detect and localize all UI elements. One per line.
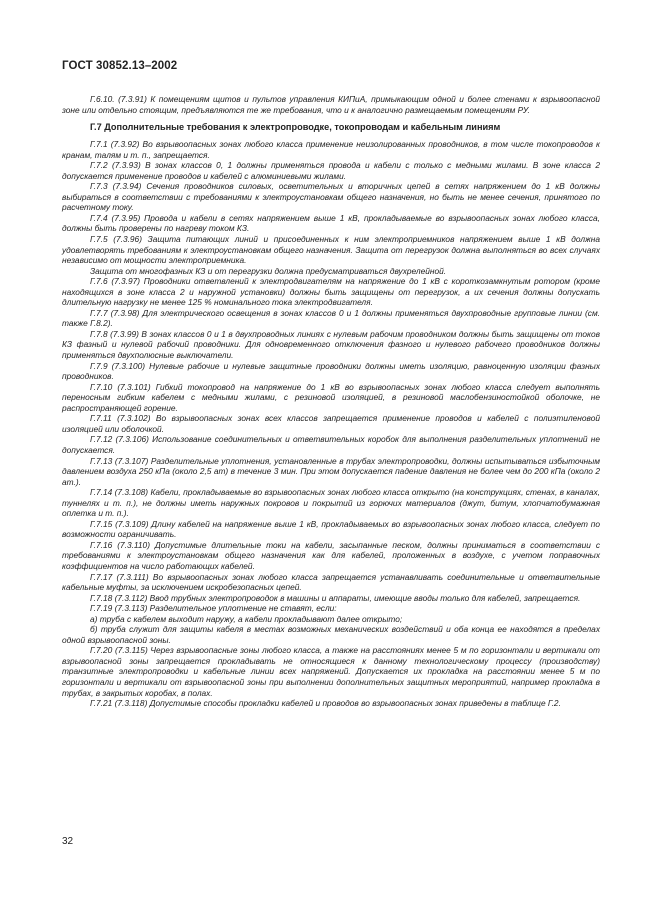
paragraph-g7-21: Г.7.21 (7.3.118) Допустимые способы прокладки кабелей и проводов во взрывоопасных зонах приведены в таблице Г.2. (90, 698, 561, 709)
paragraph-g7-20: Г.7.20 (7.3.115) Через взрывоопасные зоны любого класса, а также на расстояниях менее 5 м по горизонтали и вертикали от взрывоопасной зоны запрещается прокладывать не относящиеся к данному технологическому процессу (производству) транзитные электропроводки и кабельные линии всех напряжений. Допускается их прокладка на расстоянии менее 5 м по горизонтали и вертикали от взрывоопасной зоны при выполнении дополнительных защитных мероприятий, например прокладка в трубах, в закрытых коробах, в полах. (62, 645, 600, 698)
paragraph-g7-11: Г.7.11 (7.3.102) Во взрывоопасных зонах всех классов запрещается применение проводов и кабелей с полиэтиленовой изоляцией или оболочкой. (62, 413, 600, 434)
section-heading: Г.7 Дополнительные требования к электропроводке, токопроводам и кабельным линиям (90, 122, 501, 133)
paragraph-g7-15: Г.7.15 (7.3.109) Длину кабелей на напряжение выше 1 кВ, прокладываемых во взрывоопасных зонах любого класса, следует по возможности ограничивать. (62, 518, 600, 540)
paragraph-g7-5: Г.7.5 (7.3.96) Защита питающих линий и присоединенных к ним электроприемников напряжением выше 1 кВ должна удовлетворять требованиям к электроустановкам общего назначения. Защита от перегрузок должна выполняться во всех случаях независимо от мощности электроприемника. (62, 234, 600, 266)
paragraph-g7-3: Г.7.3 (7.3.94) Сечения проводников силовых, осветительных и вторичных цепей в сетях напряжением до 1 кВ должны выбираться в соответствии с требованиями к электроустановкам общего назначения, но быть не менее сечения, принятого по расчетному току. (62, 181, 600, 213)
list-item-a: а) труба с кабелем выходит наружу, а кабели прокладывают далее открыто; (90, 613, 403, 624)
paragraph-g7-8: Г.7.8 (7.3.99) В зонах классов 0 и 1 в двухпроводных линиях с нулевым рабочим проводником должны быть защищены от токов КЗ фазный и нулевой рабочий проводники. Для одновременного отключения фазного и нулевого рабочего проводников должны применяться двухполюсные выключатели. (62, 328, 600, 361)
paragraph-g7-1: Г.7.1 (7.3.92) Во взрывоопасных зонах любого класса применение неизолированных проводников, в том числе токопроводов к кранам, талям и т. п., запрещается. (62, 139, 600, 160)
paragraph-g7-2: Г.7.2 (7.3.93) В зонах классов 0, 1 должны применяться провода и кабели с только с медными жилами. В зоне класса 2 допускается применение проводов и кабелей с алюминиевыми жилами. (62, 160, 600, 181)
paragraph-g7-17: Г.7.17 (7.3.111) Во взрывоопасных зонах любого класса запрещается устанавливать соединительные и ответвительные кабельные муфты, за исключением искробезопасных цепей. (62, 571, 600, 593)
document-body (62, 94, 600, 709)
paragraph-g7-19: Г.7.19 (7.3.113) Разделительное уплотнение не ставят, если: (90, 603, 337, 614)
paragraph-g7-4: Г.7.4 (7.3.95) Провода и кабели в сетях напряжением выше 1 кВ, прокладываемые во взрывоопасных зонах любого класса, должны быть проверены по нагреву током КЗ. (62, 212, 600, 234)
page-number: 32 (62, 836, 74, 847)
paragraph-g7-5-continued: Защита от многофазных КЗ и от перегрузки должна предусматриваться двухрелейной. (90, 265, 447, 276)
paragraph-g7-9: Г.7.9 (7.3.100) Нулевые рабочие и нулевые защитные проводники должны иметь изоляцию, равноценную изоляции фазных проводников. (62, 360, 600, 382)
paragraph-g7-13: Г.7.13 (7.3.107) Разделительные уплотнения, установленные в трубах электропроводки, должны испытываться избыточным давлением воздуха 250 кПа (около 2,5 ат) в течение 3 мин. При этом допускается падение давления не более чем до 200 кПа (около 2 ат.). (62, 455, 600, 487)
paragraph-g7-10: Г.7.10 (7.3.101) Гибкий токопровод на напряжение до 1 кВ во взрывоопасных зонах любого класса следует выполнять переносным гибким кабелем с медными жилами, с резиновой изоляцией, в резиновой маслобензиностойкой оболочке, не распространяющей горение. (62, 381, 600, 413)
paragraph-g7-18: Г.7.18 (7.3.112) Ввод трубных электропроводок в машины и аппараты, имеющие вводы только для кабелей, запрещается. (90, 592, 581, 603)
paragraph-g7-7: Г.7.7 (7.3.98) Для электрического освещения в зонах классов 0 и 1 должны применяться двухпроводные групповые линии (см. также Г.8.2). (62, 307, 600, 329)
list-item-b: б) труба служит для защиты кабеля в местах возможных механических воздействий и оба конца ее находятся в пределах одной взрывоопасной зоны. (62, 624, 600, 645)
document-header: ГОСТ 30852.13–2002 (62, 60, 178, 72)
paragraph-g7-6: Г.7.6 (7.3.97) Проводники ответвлений к электродвигателям на напряжение до 1 кВ с короткозамкнутым ротором (кроме находящихся в зоне класса 2 и наружной установки) должны быть защищены от перегрузок, а их сечения должны допускать длительную нагрузку не менее 125 % номинального тока электродвигателя. (62, 276, 600, 308)
paragraph-g7-14: Г.7.14 (7.3.108) Кабели, прокладываемые во взрывоопасных зонах любого класса открыто (на конструкциях, стенах, в каналах, туннелях и т. п.), не должны иметь наружных покровов и покрытий из горючих материалов (джут, битум, хлопчатобумажная оплетка и т. п.). (62, 487, 600, 519)
paragraph-g7-16: Г.7.16 (7.3.110) Допустимые длительные токи на кабели, засыпанные песком, должны приниматься в соответствии с требованиями к электроустановкам общего назначения как для кабелей, проложенных в воздухе, с учетом поправочных коэффициентов на число работающих кабелей. (62, 539, 600, 571)
paragraph-g7-12: Г.7.12 (7.3.106) Использование соединительных и ответвительных коробок для выполнения разделительных уплотнений не допускается. (62, 434, 600, 455)
intro-paragraph: Г.6.10. (7.3.91) К помещениям щитов и пультов управления КИПиА, примыкающим одной и более стенами к взрывоопасной зоне или отдельно стоящим, предъявляются те же требования, что и к аналогично размещаемым помещениям РУ. (62, 94, 600, 115)
